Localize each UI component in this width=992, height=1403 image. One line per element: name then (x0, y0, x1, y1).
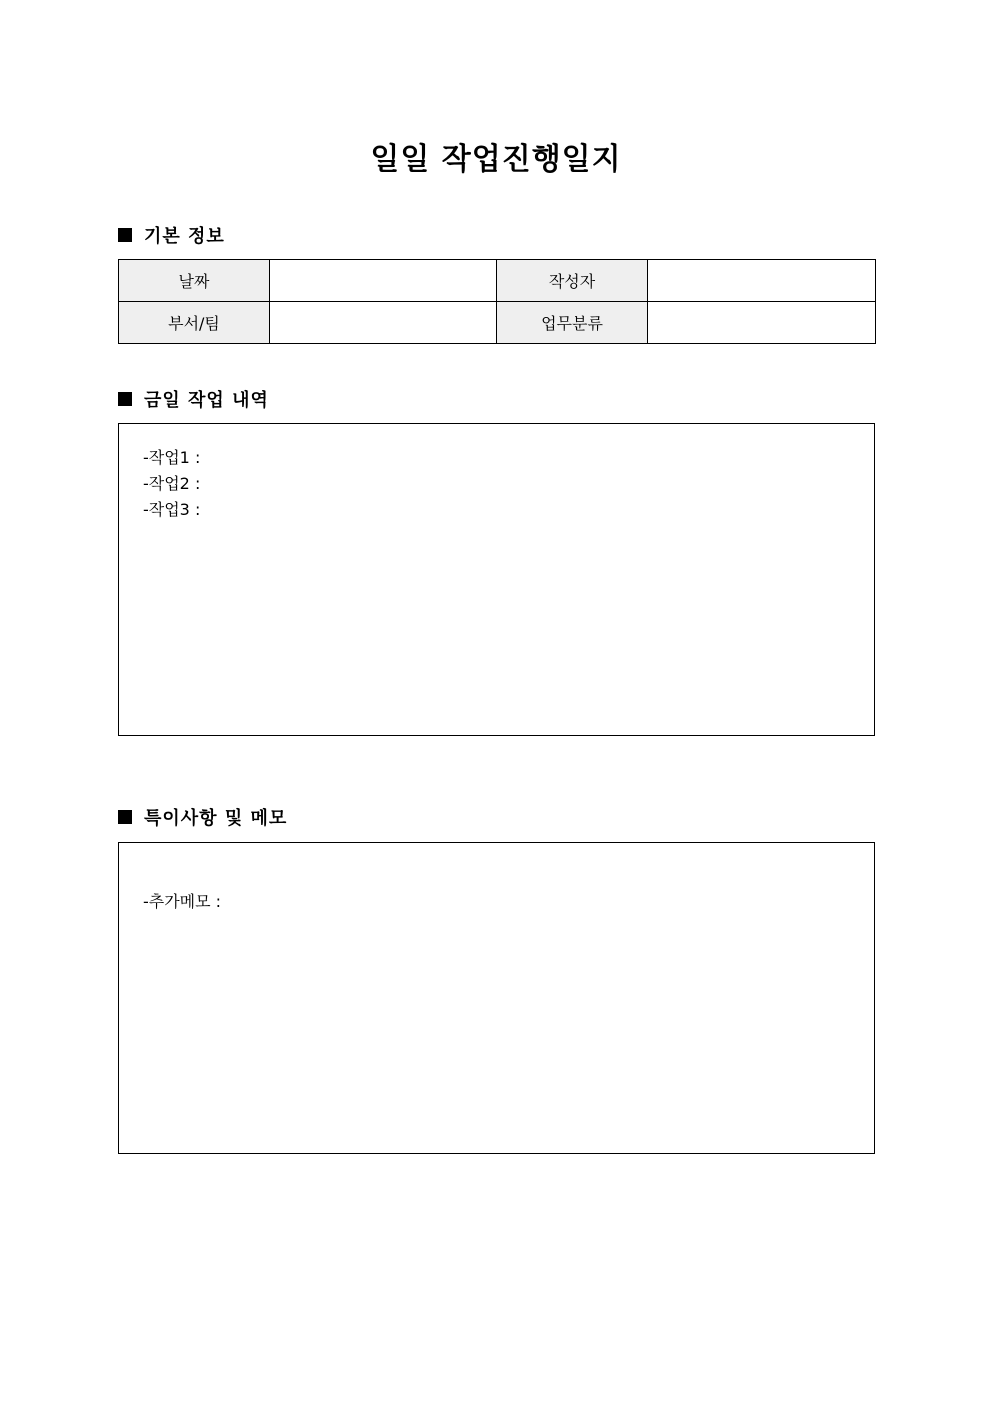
notes-box[interactable] (118, 842, 875, 1154)
author-field[interactable] (648, 260, 876, 302)
department-field[interactable] (270, 302, 497, 344)
work-item-2: -작업2 : (143, 474, 201, 493)
table-row (119, 302, 876, 344)
section-heading-label: 특이사항 및 메모 (144, 808, 288, 829)
square-bullet-icon (118, 392, 132, 406)
table-row (119, 260, 876, 302)
date-field[interactable] (270, 260, 497, 302)
date-label: 날짜 (119, 260, 270, 302)
square-bullet-icon (118, 228, 132, 242)
square-bullet-icon (118, 810, 132, 824)
task-category-label: 업무분류 (497, 302, 648, 344)
section-heading-label: 기본 정보 (144, 226, 225, 247)
author-label: 작성자 (497, 260, 648, 302)
task-category-field[interactable] (648, 302, 876, 344)
basic-info-table (118, 259, 876, 344)
page-title: 일일 작업진행일지 (370, 142, 622, 177)
additional-memo: -추가메모 : (143, 892, 222, 911)
department-label: 부서/팀 (119, 302, 270, 344)
section-heading-work-details (118, 386, 269, 412)
section-heading-basic-info (118, 222, 225, 248)
section-heading-label: 금일 작업 내역 (144, 390, 269, 411)
section-heading-notes (118, 804, 287, 830)
work-item-3: -작업3 : (143, 500, 201, 519)
work-details-box[interactable] (118, 423, 875, 736)
work-item-1: -작업1 : (143, 448, 201, 467)
